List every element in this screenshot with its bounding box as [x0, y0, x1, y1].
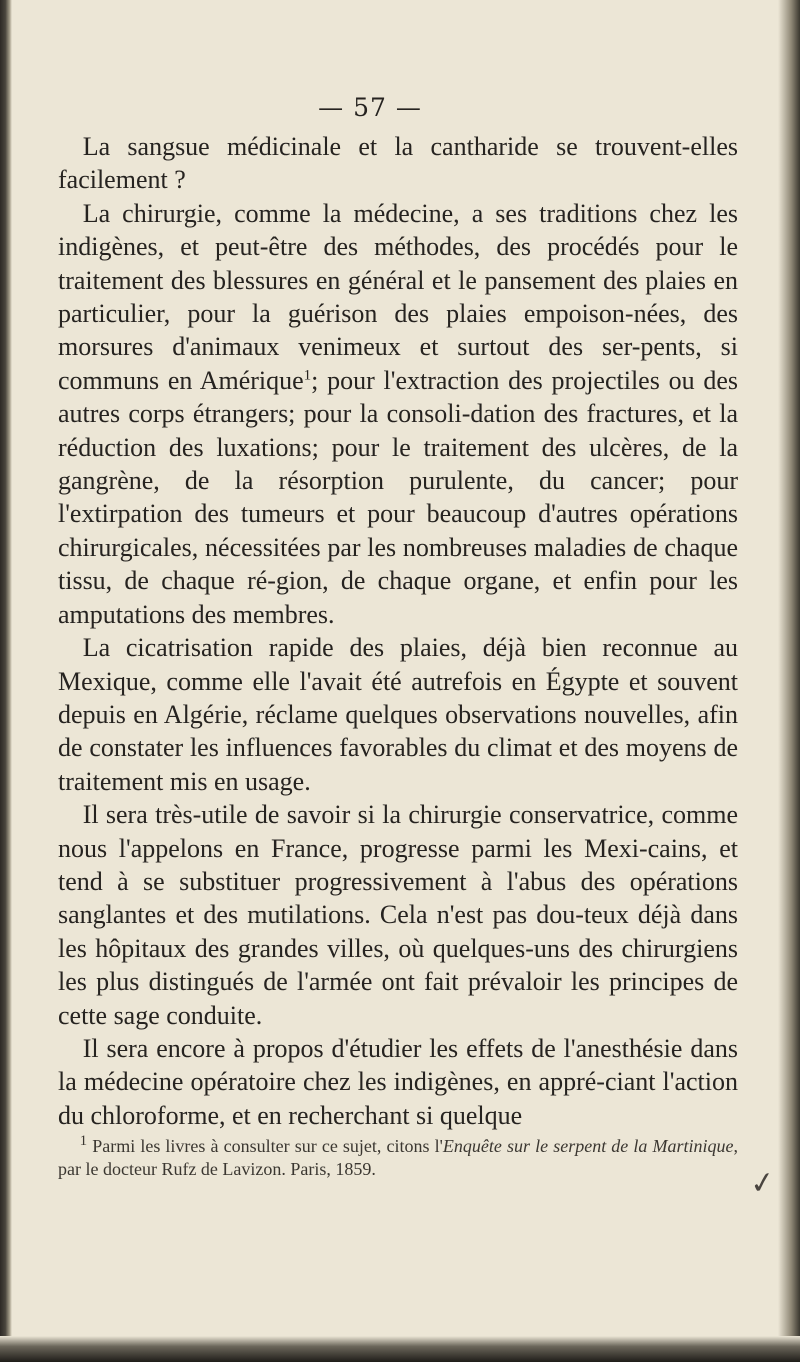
paragraph-5: Il sera encore à propos d'étudier les effets de l'anesthésie dans la médecine opératoire chez les indigènes, en appré-ciant l'action du chloroforme, et en recherchant si quelque	[58, 1033, 738, 1130]
page-left-shadow	[0, 0, 12, 1362]
footnote-reference: 1	[303, 367, 312, 384]
paragraph-1: La sangsue médicinale et la cantharide se trouvent-elles facilement ?	[58, 132, 738, 195]
pencil-check-mark: ✓	[747, 1164, 778, 1203]
paragraph-4: Il sera très-utile de savoir si la chirurgie conservatrice, comme nous l'appelons en France, progresse parmi les Mexi-cains, et tend à se substituer progressivement à l'abus des opérations sanglantes et des mutilations. Cela n'est pas dou-teux déjà dans les hôpitaux des grandes villes, où quelques-uns des chirurgiens les plus distingués de l'armée ont fait prévaloir les principes de cette sage conduite.	[58, 800, 738, 1030]
paragraph-2-text: La chirurgie, comme la médecine, a ses traditions chez les indigènes, et peut-être des méthodes, des procédés pour le traitement des blessures en général et le pansement des plaies en particulier, pour la guérison des plaies empoison-nées, des morsures d'animaux venimeux et surtout des ser-pents, si communs en Amérique	[58, 198, 738, 395]
footnote-title: Enquête sur le serpent de la Martinique	[442, 1136, 734, 1156]
paragraph-3: La cicatrisation rapide des plaies, déjà bien reconnue au Mexique, comme elle l'avait été autrefois en Égypte et souvent depuis en Algérie, réclame quelques observations nouvelles, afin de constater les influences favorables du climat et des moyens de traitement mis en usage.	[58, 633, 738, 796]
footnote-marker: 1	[79, 1133, 88, 1149]
paragraph-2	[58, 197, 738, 631]
body-text	[58, 130, 738, 1132]
page-bottom-shadow	[0, 1336, 800, 1362]
page-number: — 57 —	[318, 93, 422, 122]
footnote-text-before: Parmi les livres à consulter sur ce sujet, citons l'	[92, 1136, 443, 1156]
footnote-text-after: , par le docteur Rufz de Lavizon. Paris, 1859.	[58, 1136, 739, 1179]
paragraph-2-continuation: ; pour l'extraction des projectiles ou des autres corps étrangers; pour la consoli-dation des fractures, et la réduction des luxations; pour le traitement des ulcères, de la gangrène, de la résorption purulente, du cancer; pour l'extirpation des tumeurs et pour beaucoup d'autres opérations chirurgicales, nécessitées par les nombreuses maladies de chaque tissu, de chaque ré-gion, de chaque organe, et enfin pour les amputations des membres.	[58, 365, 738, 629]
page-right-shadow	[778, 0, 800, 1362]
footnote	[58, 1130, 738, 1181]
